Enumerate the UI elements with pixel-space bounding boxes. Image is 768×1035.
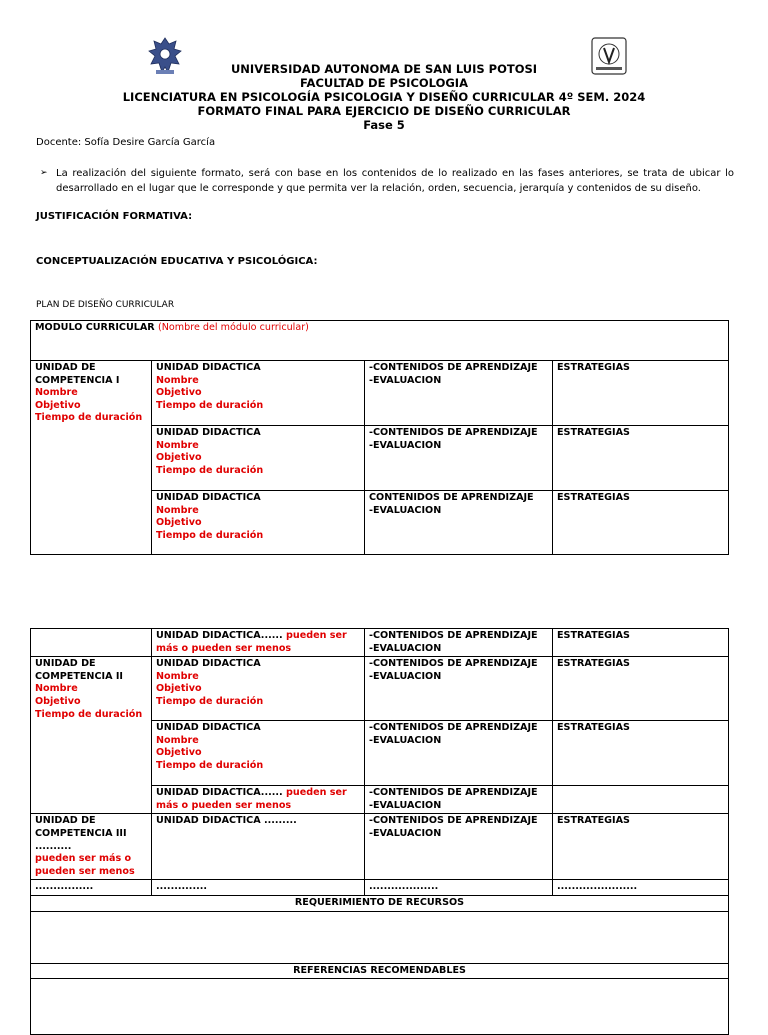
- competencia-1-cell[interactable]: [31, 361, 152, 555]
- referencias-cell[interactable]: [31, 979, 729, 1035]
- contenidos-label: -CONTENIDOS DE APRENDIZAJE: [369, 427, 538, 438]
- contenidos-label: -CONTENIDOS DE APRENDIZAJE: [369, 630, 538, 641]
- contenidos-cell[interactable]: [365, 491, 553, 555]
- evaluacion-label: -EVALUACION: [369, 827, 442, 839]
- evaluacion-label: -EVALUACION: [369, 670, 442, 682]
- contenidos-cell[interactable]: [365, 721, 553, 786]
- mas-o-menos-note: más o pueden ser menos: [156, 799, 292, 811]
- contenidos-label: -CONTENIDOS DE APRENDIZAJE: [369, 787, 538, 799]
- contenidos-cell[interactable]: [365, 426, 553, 491]
- evaluacion-label: -EVALUACION: [369, 439, 442, 451]
- estrategias-label: ESTRATEGIAS: [557, 427, 630, 438]
- table-row: [31, 629, 729, 657]
- competencia-label: UNIDAD DE: [35, 815, 96, 827]
- nombre-label: Nombre: [35, 683, 78, 695]
- mas-o-menos-note: más o pueden ser menos: [156, 642, 292, 654]
- pueden-note: pueden ser menos: [35, 865, 135, 877]
- teacher-name: Docente: Sofía Desire García García: [36, 137, 216, 148]
- empty-cell[interactable]: [31, 629, 152, 657]
- nombre-label: Nombre: [156, 734, 199, 746]
- modulo-hint: (Nombre del módulo curricular): [158, 322, 309, 333]
- unidad-didactica-label: UNIDAD DIDACTICA .........: [156, 815, 297, 827]
- competencia-number: COMPETENCIA II: [35, 670, 123, 682]
- empty-cell[interactable]: [553, 786, 729, 814]
- plan-title: PLAN DE DISEÑO CURRICULAR: [36, 300, 175, 310]
- objetivo-label: Objetivo: [156, 387, 202, 399]
- contenidos-label: CONTENIDOS DE APRENDIZAJE: [369, 492, 534, 503]
- recursos-row: [31, 911, 729, 963]
- unidad-didactica-cell[interactable]: [152, 786, 365, 814]
- unidad-didactica-cell[interactable]: [152, 426, 365, 491]
- unidad-didactica-cell[interactable]: [152, 491, 365, 555]
- evaluacion-label: -EVALUACION: [369, 504, 442, 516]
- estrategias-label: ESTRATEGIAS: [557, 630, 630, 641]
- unidad-didactica-cell[interactable]: [152, 814, 365, 880]
- dots-cell[interactable]: [365, 880, 553, 896]
- estrategias-label: ESTRATEGIAS: [557, 492, 630, 503]
- estrategias-cell[interactable]: [553, 361, 729, 426]
- curriculum-table-2: [30, 628, 729, 1035]
- dots-text: ..............: [156, 881, 208, 893]
- estrategias-cell[interactable]: [553, 721, 729, 786]
- referencias-header: REFERENCIAS RECOMENDABLES: [31, 963, 729, 979]
- unidad-didactica-cell[interactable]: [152, 657, 365, 721]
- contenidos-cell[interactable]: [365, 814, 553, 880]
- unidad-didactica-label: UNIDAD DIDACTICA: [156, 658, 261, 670]
- program-name: LICENCIATURA EN PSICOLOGÍA PSICOLOGIA Y DISEÑO CURRICULAR 4º SEM. 2024: [122, 90, 646, 104]
- table-row: [31, 657, 729, 721]
- nombre-label: Nombre: [156, 670, 199, 682]
- contenidos-cell[interactable]: [365, 657, 553, 721]
- referencias-row: [31, 979, 729, 1035]
- tiempo-label: Tiempo de duración: [156, 759, 264, 771]
- objetivo-label: Objetivo: [35, 695, 81, 707]
- recursos-header: REQUERIMIENTO DE RECURSOS: [31, 895, 729, 911]
- unidad-didactica-label: UNIDAD DIDACTICA: [156, 427, 261, 438]
- nombre-label: Nombre: [156, 374, 199, 386]
- table-row: [31, 361, 729, 426]
- contenidos-label: -CONTENIDOS DE APRENDIZAJE: [369, 722, 538, 734]
- estrategias-cell[interactable]: [553, 491, 729, 555]
- unidad-didactica-label: UNIDAD DIDACTICA: [156, 362, 261, 373]
- unidad-didactica-label: UNIDAD DIDACTICA: [156, 722, 261, 734]
- dots-text: ...................: [369, 881, 439, 893]
- table-row: [31, 814, 729, 880]
- tiempo-label: Tiempo de duración: [35, 412, 143, 424]
- estrategias-label: ESTRATEGIAS: [557, 362, 630, 373]
- pueden-ser-note: pueden ser: [282, 630, 347, 641]
- pueden-note: pueden ser más o: [35, 853, 132, 865]
- contenidos-label: -CONTENIDOS DE APRENDIZAJE: [369, 362, 538, 373]
- unidad-didactica-cell[interactable]: [152, 629, 365, 657]
- estrategias-label: ESTRATEGIAS: [557, 815, 630, 827]
- evaluacion-label: -EVALUACION: [369, 642, 442, 654]
- unidad-didactica-cell[interactable]: [152, 721, 365, 786]
- unidad-didactica-cell[interactable]: [152, 361, 365, 426]
- conceptualizacion-title: CONCEPTUALIZACIÓN EDUCATIVA Y PSICOLÓGICA:: [36, 256, 318, 267]
- evaluacion-label: -EVALUACION: [369, 734, 442, 746]
- faculty-name: FACULTAD DE PSICOLOGIA: [300, 76, 468, 90]
- phase-title: Fase 5: [363, 118, 405, 132]
- referencias-header-row: [31, 963, 729, 979]
- modulo-label: MODULO CURRICULAR: [35, 322, 155, 333]
- curriculum-table-1: [30, 320, 729, 555]
- nombre-label: Nombre: [35, 387, 78, 399]
- justificacion-title: JUSTIFICACIÓN FORMATIVA:: [36, 211, 193, 222]
- unidad-didactica-label: UNIDAD DIDACTICA......: [156, 787, 283, 799]
- dots-cell[interactable]: [553, 880, 729, 896]
- contenidos-cell[interactable]: [365, 629, 553, 657]
- recursos-cell[interactable]: [31, 911, 729, 963]
- competencia-number: COMPETENCIA I: [35, 374, 120, 386]
- pueden-ser-note: pueden ser: [282, 787, 347, 799]
- evaluacion-label: -EVALUACION: [369, 374, 442, 386]
- competencia-3-cell[interactable]: [31, 814, 152, 880]
- recursos-header-row: [31, 895, 729, 911]
- modulo-row: [31, 321, 729, 361]
- objetivo-label: Objetivo: [156, 747, 202, 759]
- tiempo-label: Tiempo de duración: [156, 464, 264, 476]
- university-name: UNIVERSIDAD AUTONOMA DE SAN LUIS POTOSI: [230, 62, 538, 76]
- nombre-label: Nombre: [156, 439, 199, 451]
- contenidos-label: -CONTENIDOS DE APRENDIZAJE: [369, 815, 538, 827]
- document-header: [0, 62, 768, 132]
- objetivo-label: Objetivo: [35, 399, 81, 411]
- estrategias-cell[interactable]: [553, 629, 729, 657]
- tiempo-label: Tiempo de duración: [156, 695, 264, 707]
- competencia-2-cell[interactable]: [31, 657, 152, 814]
- competencia-label: UNIDAD DE: [35, 362, 96, 373]
- table-row: [31, 880, 729, 896]
- competencia-number: COMPETENCIA III: [35, 827, 127, 839]
- competencia-label: UNIDAD DE: [35, 658, 96, 670]
- tiempo-label: Tiempo de duración: [156, 399, 264, 411]
- tiempo-label: Tiempo de duración: [156, 529, 264, 541]
- modulo-cell[interactable]: [31, 321, 729, 361]
- estrategias-label: ESTRATEGIAS: [557, 722, 630, 734]
- evaluacion-label: -EVALUACION: [369, 799, 442, 811]
- unidad-didactica-label: UNIDAD DIDACTICA......: [156, 630, 283, 641]
- dots-text: ................: [35, 881, 94, 893]
- format-title: FORMATO FINAL PARA EJERCICIO DE DISEÑO CURRICULAR: [197, 104, 571, 118]
- dots-text: ......................: [557, 881, 638, 893]
- tiempo-label: Tiempo de duración: [35, 708, 143, 720]
- arrow-bullet-icon: ➢: [40, 168, 48, 178]
- unidad-didactica-label: UNIDAD DIDACTICA: [156, 492, 261, 503]
- estrategias-label: ESTRATEGIAS: [557, 658, 630, 670]
- objetivo-label: Objetivo: [156, 683, 202, 695]
- instruction-text: La realización del siguiente formato, será con base en los contenidos de lo realizado en las fases anteriores, se trata de ubicar lo desarrollado en el lugar que le corresponde y que permita ver la relación, orden, secuencia, jerarquía y contenidos de su diseño.: [56, 168, 734, 194]
- objetivo-label: Objetivo: [156, 452, 202, 464]
- objetivo-label: Objetivo: [156, 517, 202, 529]
- contenidos-cell[interactable]: [365, 361, 553, 426]
- dots-text: ..........: [35, 840, 72, 852]
- dots-cell[interactable]: [31, 880, 152, 896]
- dots-cell[interactable]: [152, 880, 365, 896]
- instruction-paragraph: [40, 166, 734, 196]
- contenidos-cell[interactable]: [365, 786, 553, 814]
- nombre-label: Nombre: [156, 504, 199, 516]
- contenidos-label: -CONTENIDOS DE APRENDIZAJE: [369, 658, 538, 670]
- estrategias-cell[interactable]: [553, 657, 729, 721]
- estrategias-cell[interactable]: [553, 426, 729, 491]
- estrategias-cell[interactable]: [553, 814, 729, 880]
